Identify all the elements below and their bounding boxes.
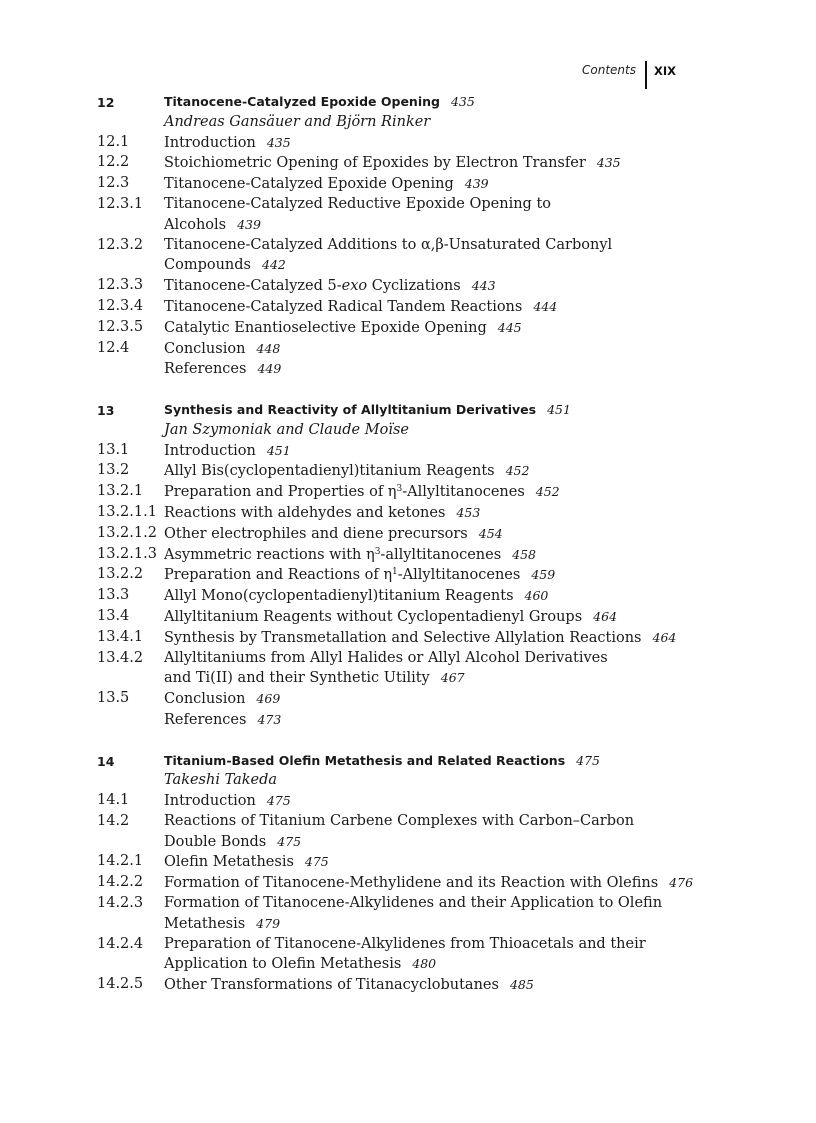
section-title-text: References xyxy=(164,711,247,728)
section-page: 469 xyxy=(256,691,281,707)
section-number: 14.2.1 xyxy=(97,853,144,870)
section-title-text: Preparation and Properties of η xyxy=(164,484,397,501)
section-title xyxy=(164,812,697,832)
section-page: 449 xyxy=(257,361,282,377)
section-number: 12.3.2 xyxy=(97,236,144,253)
section-page: 460 xyxy=(524,588,549,604)
section-page: 444 xyxy=(533,298,558,314)
section-title-text: Allyl Mono(cyclopentadienyl)titanium Reagents xyxy=(164,588,514,605)
section-page: 452 xyxy=(535,484,560,500)
section-title xyxy=(164,628,697,649)
section-title-text: Reactions of Titanium Carbene Complexes with Carbon–Carbon xyxy=(164,812,635,829)
section-title-italic: exo xyxy=(341,278,368,295)
section-number: 13.2.1 xyxy=(97,483,144,500)
toc-entry[interactable] xyxy=(97,276,697,297)
section-title xyxy=(164,975,697,996)
section-number: 12.3.1 xyxy=(97,195,144,212)
section-page: 443 xyxy=(471,278,496,294)
continuation-spacer xyxy=(97,255,164,276)
section-title-superscript: 3 xyxy=(396,484,403,495)
section-page: 439 xyxy=(464,176,489,192)
section-title xyxy=(164,586,697,607)
section-number: 13.1 xyxy=(97,441,130,458)
section-title-text: Titanocene-Catalyzed Additions to α,β-Unsaturated Carbonyl xyxy=(164,236,613,253)
section-title xyxy=(164,133,697,154)
section-number xyxy=(97,359,164,380)
section-title xyxy=(164,852,697,873)
section-title xyxy=(164,649,697,669)
section-page: 485 xyxy=(509,977,534,993)
section-title xyxy=(164,689,697,710)
section-title-text: Preparation and Reactions of η xyxy=(164,567,393,584)
section-title-text: Reactions with aldehydes and ketones xyxy=(164,504,446,521)
section-number: 12.2 xyxy=(97,154,130,171)
chapter-page: 451 xyxy=(547,401,571,417)
continuation-spacer xyxy=(97,914,164,935)
section-title-continued xyxy=(164,832,697,853)
section-number: 13.4.2 xyxy=(97,649,144,666)
section-title-text: Introduction xyxy=(164,134,256,151)
toc-entry[interactable] xyxy=(97,359,697,380)
section-title xyxy=(164,276,697,297)
section-number: 13.2.2 xyxy=(97,566,144,583)
toc-entry-continuation[interactable] xyxy=(97,255,697,276)
section-title-superscript: 3 xyxy=(374,546,381,557)
section-number: 14.2.3 xyxy=(97,895,144,912)
section-title-suffix: Cyclizations xyxy=(367,278,461,295)
chapter-authors: Jan Szymoniak and Claude Moïse xyxy=(164,421,409,438)
chapter-number: 13 xyxy=(97,402,115,418)
chapter-page: 475 xyxy=(576,752,601,768)
toc-entry[interactable] xyxy=(97,812,697,832)
section-title-text: Titanocene-Catalyzed 5- xyxy=(164,278,342,295)
chapter-authors-row xyxy=(97,771,697,791)
running-head-rule xyxy=(645,61,647,89)
section-number: 12.1 xyxy=(97,133,130,150)
section-title xyxy=(164,195,697,215)
section-title xyxy=(164,524,697,545)
chapter-heading[interactable] xyxy=(97,92,697,113)
section-number: 14.2.2 xyxy=(97,874,144,891)
section-title xyxy=(164,607,697,628)
section-page: 451 xyxy=(266,442,291,458)
chapter-block xyxy=(97,751,697,997)
toc-entry[interactable] xyxy=(97,545,697,566)
section-page: 480 xyxy=(412,956,437,972)
section-page: 476 xyxy=(669,875,694,891)
toc-entry-continuation[interactable] xyxy=(97,668,697,689)
section-title-text: Other electrophiles and diene precursors xyxy=(164,525,468,542)
section-page: 464 xyxy=(593,608,618,624)
chapter-heading[interactable] xyxy=(97,751,697,772)
section-title-text: Conclusion xyxy=(164,340,246,357)
chapter-heading-text xyxy=(164,400,697,421)
section-page: 475 xyxy=(304,854,329,870)
toc-entry[interactable] xyxy=(97,482,697,503)
toc-entry[interactable] xyxy=(97,791,697,812)
section-title-text: Other Transformations of Titanacyclobutanes xyxy=(164,977,499,994)
section-title-text: Allyl Bis(cyclopentadienyl)titanium Reagents xyxy=(164,463,495,480)
section-number: 13.4.1 xyxy=(97,628,144,645)
section-title-text: Formation of Titanocene-Methylidene and its Reaction with Olefins xyxy=(164,875,659,892)
section-page: 475 xyxy=(277,833,302,849)
section-number: 12.4 xyxy=(97,339,130,356)
toc-entry[interactable] xyxy=(97,649,697,669)
section-title xyxy=(164,236,697,256)
section-title xyxy=(164,482,697,503)
toc-entry[interactable] xyxy=(97,236,697,256)
toc-entry[interactable] xyxy=(97,153,697,174)
section-page: 473 xyxy=(257,711,282,727)
section-page: 448 xyxy=(256,340,281,356)
toc-entry[interactable] xyxy=(97,894,697,914)
chapter-title: Titanocene-Catalyzed Epoxide Opening xyxy=(164,94,440,109)
section-title-suffix: -Allyltitanocenes xyxy=(402,484,525,501)
running-head xyxy=(582,61,676,89)
toc-entry[interactable] xyxy=(97,133,697,154)
chapter-heading-text xyxy=(164,92,697,113)
section-number: 12.3 xyxy=(97,175,130,192)
chapter-authors-row xyxy=(97,113,697,133)
section-title xyxy=(164,339,697,360)
toc-entry[interactable] xyxy=(97,339,697,360)
section-title-line2: Double Bonds xyxy=(164,833,267,850)
section-title xyxy=(164,503,697,524)
section-title-text: Conclusion xyxy=(164,691,246,708)
section-title-superscript: 1 xyxy=(392,567,398,578)
section-page: 454 xyxy=(478,525,503,541)
toc-entry[interactable] xyxy=(97,174,697,195)
section-title xyxy=(164,174,697,195)
section-number xyxy=(97,710,164,731)
section-number: 14.2.4 xyxy=(97,935,144,952)
section-title-text: Asymmetric reactions with η xyxy=(164,546,375,563)
chapter-heading-text xyxy=(164,751,697,772)
section-page: 439 xyxy=(237,216,261,232)
section-title-text: Olefin Metathesis xyxy=(164,854,294,871)
chapter-authors: Takeshi Takeda xyxy=(164,772,278,789)
toc-entry[interactable] xyxy=(97,689,697,710)
toc-entry[interactable] xyxy=(97,461,697,482)
section-title-text: Allyltitaniums from Allyl Halides or Allyl Alcohol Derivatives xyxy=(164,649,608,666)
chapter-authors-row xyxy=(97,421,697,441)
section-title-text: Introduction xyxy=(164,793,256,810)
table-of-contents xyxy=(97,92,697,1016)
section-title-text: Allyltitanium Reagents without Cyclopentadienyl Groups xyxy=(164,608,583,625)
toc-entry[interactable] xyxy=(97,873,697,894)
section-number: 14.2 xyxy=(97,812,130,829)
section-title xyxy=(164,297,697,318)
page-number: XIX xyxy=(653,64,676,78)
chapter-heading[interactable] xyxy=(97,400,697,421)
continuation-spacer xyxy=(97,215,164,236)
section-page: 479 xyxy=(256,915,281,931)
toc-entry-continuation[interactable] xyxy=(97,954,697,975)
toc-entry-continuation[interactable] xyxy=(97,914,697,935)
section-title xyxy=(164,318,697,339)
section-title-text: Introduction xyxy=(164,442,256,459)
section-number: 13.4 xyxy=(97,607,130,624)
section-page: 459 xyxy=(531,567,556,583)
toc-entry[interactable] xyxy=(97,975,697,996)
section-title-continued xyxy=(164,668,697,689)
section-title-continued xyxy=(164,215,697,236)
section-number: 14.2.5 xyxy=(97,976,144,993)
section-page: 445 xyxy=(497,319,522,335)
section-page: 467 xyxy=(440,670,465,686)
chapter-title: Titanium-Based Olefin Metathesis and Related Reactions xyxy=(164,752,566,768)
section-title-text: References xyxy=(164,361,247,378)
continuation-spacer xyxy=(97,668,164,689)
chapter-page: 435 xyxy=(450,94,475,109)
toc-entry[interactable] xyxy=(97,628,697,649)
authors-spacer xyxy=(97,421,164,441)
section-title-line2: Compounds xyxy=(164,257,251,274)
section-title-suffix: -allyltitanocenes xyxy=(380,546,502,563)
chapter-number: 14 xyxy=(97,753,115,769)
toc-entry[interactable] xyxy=(97,607,697,628)
toc-entry[interactable] xyxy=(97,503,697,524)
toc-entry[interactable] xyxy=(97,318,697,339)
section-page: 452 xyxy=(505,463,530,479)
section-title-text: Preparation of Titanocene-Alkylidenes from Thioacetals and their xyxy=(164,935,646,952)
toc-entry[interactable] xyxy=(97,195,697,215)
running-head-title: Contents xyxy=(582,63,636,77)
section-title-text: Titanocene-Catalyzed Epoxide Opening xyxy=(164,176,454,193)
toc-entry[interactable] xyxy=(97,524,697,545)
section-page: 453 xyxy=(456,504,481,520)
section-number: 13.2 xyxy=(97,462,130,479)
section-title-line2: Alcohols xyxy=(164,216,227,233)
section-title xyxy=(164,791,697,812)
section-page: 464 xyxy=(652,629,677,645)
authors-spacer xyxy=(97,771,164,791)
toc-entry-continuation[interactable] xyxy=(97,832,697,853)
section-number: 14.1 xyxy=(97,792,130,809)
chapter-block xyxy=(97,400,697,731)
section-title xyxy=(164,873,697,894)
section-title-text: Catalytic Enantioselective Epoxide Opening xyxy=(164,319,487,336)
toc-entry[interactable] xyxy=(97,297,697,318)
continuation-spacer xyxy=(97,832,164,853)
continuation-spacer xyxy=(97,954,164,975)
section-number: 13.2.1.3 xyxy=(97,545,157,562)
section-number: 12.3.4 xyxy=(97,297,144,314)
section-number: 13.2.1.1 xyxy=(97,503,157,520)
toc-entry[interactable] xyxy=(97,441,697,462)
section-page: 458 xyxy=(512,546,536,562)
toc-entry[interactable] xyxy=(97,586,697,607)
section-title xyxy=(164,461,697,482)
section-title-text: Stoichiometric Opening of Epoxides by Electron Transfer xyxy=(164,155,586,172)
section-number: 12.3.3 xyxy=(97,277,144,294)
section-title xyxy=(164,359,697,380)
section-title xyxy=(164,545,697,566)
section-page: 435 xyxy=(596,155,621,171)
section-title-text: Titanocene-Catalyzed Reductive Epoxide Opening to xyxy=(164,195,552,212)
section-title-continued xyxy=(164,255,697,276)
chapter-authors: Andreas Gansäuer and Björn Rinker xyxy=(164,113,431,130)
section-title-line2: Metathesis xyxy=(164,915,246,932)
chapter-block xyxy=(97,92,697,380)
toc-entry[interactable] xyxy=(97,935,697,955)
section-page: 435 xyxy=(266,134,291,150)
section-title xyxy=(164,710,697,731)
toc-entry[interactable] xyxy=(97,852,697,873)
chapter-number: 12 xyxy=(97,95,115,110)
toc-entry[interactable] xyxy=(97,710,697,731)
section-title-text: Synthesis by Transmetallation and Selective Allylation Reactions xyxy=(164,629,642,646)
section-page: 442 xyxy=(262,257,286,273)
authors-spacer xyxy=(97,113,164,133)
section-number: 13.3 xyxy=(97,587,130,604)
section-title-continued xyxy=(164,914,697,935)
section-title-suffix: -Allyltitanocenes xyxy=(397,567,521,584)
section-title-line2: Application to Olefin Metathesis xyxy=(164,956,402,973)
section-title xyxy=(164,565,697,586)
section-title-continued xyxy=(164,954,697,975)
section-title xyxy=(164,894,697,914)
section-number: 13.5 xyxy=(97,690,130,707)
section-page: 475 xyxy=(266,793,291,809)
section-title xyxy=(164,441,697,462)
section-title-text: Titanocene-Catalyzed Radical Tandem Reactions xyxy=(164,298,523,315)
section-title xyxy=(164,935,697,955)
section-title xyxy=(164,153,697,174)
toc-entry[interactable] xyxy=(97,565,697,586)
section-number: 12.3.5 xyxy=(97,318,144,335)
toc-entry-continuation[interactable] xyxy=(97,215,697,236)
section-title-line2: and Ti(II) and their Synthetic Utility xyxy=(164,670,430,687)
chapter-title: Synthesis and Reactivity of Allyltitanium Derivatives xyxy=(164,401,537,417)
section-title-text: Formation of Titanocene-Alkylidenes and their Application to Olefin xyxy=(164,895,663,912)
section-number: 13.2.1.2 xyxy=(97,524,157,541)
